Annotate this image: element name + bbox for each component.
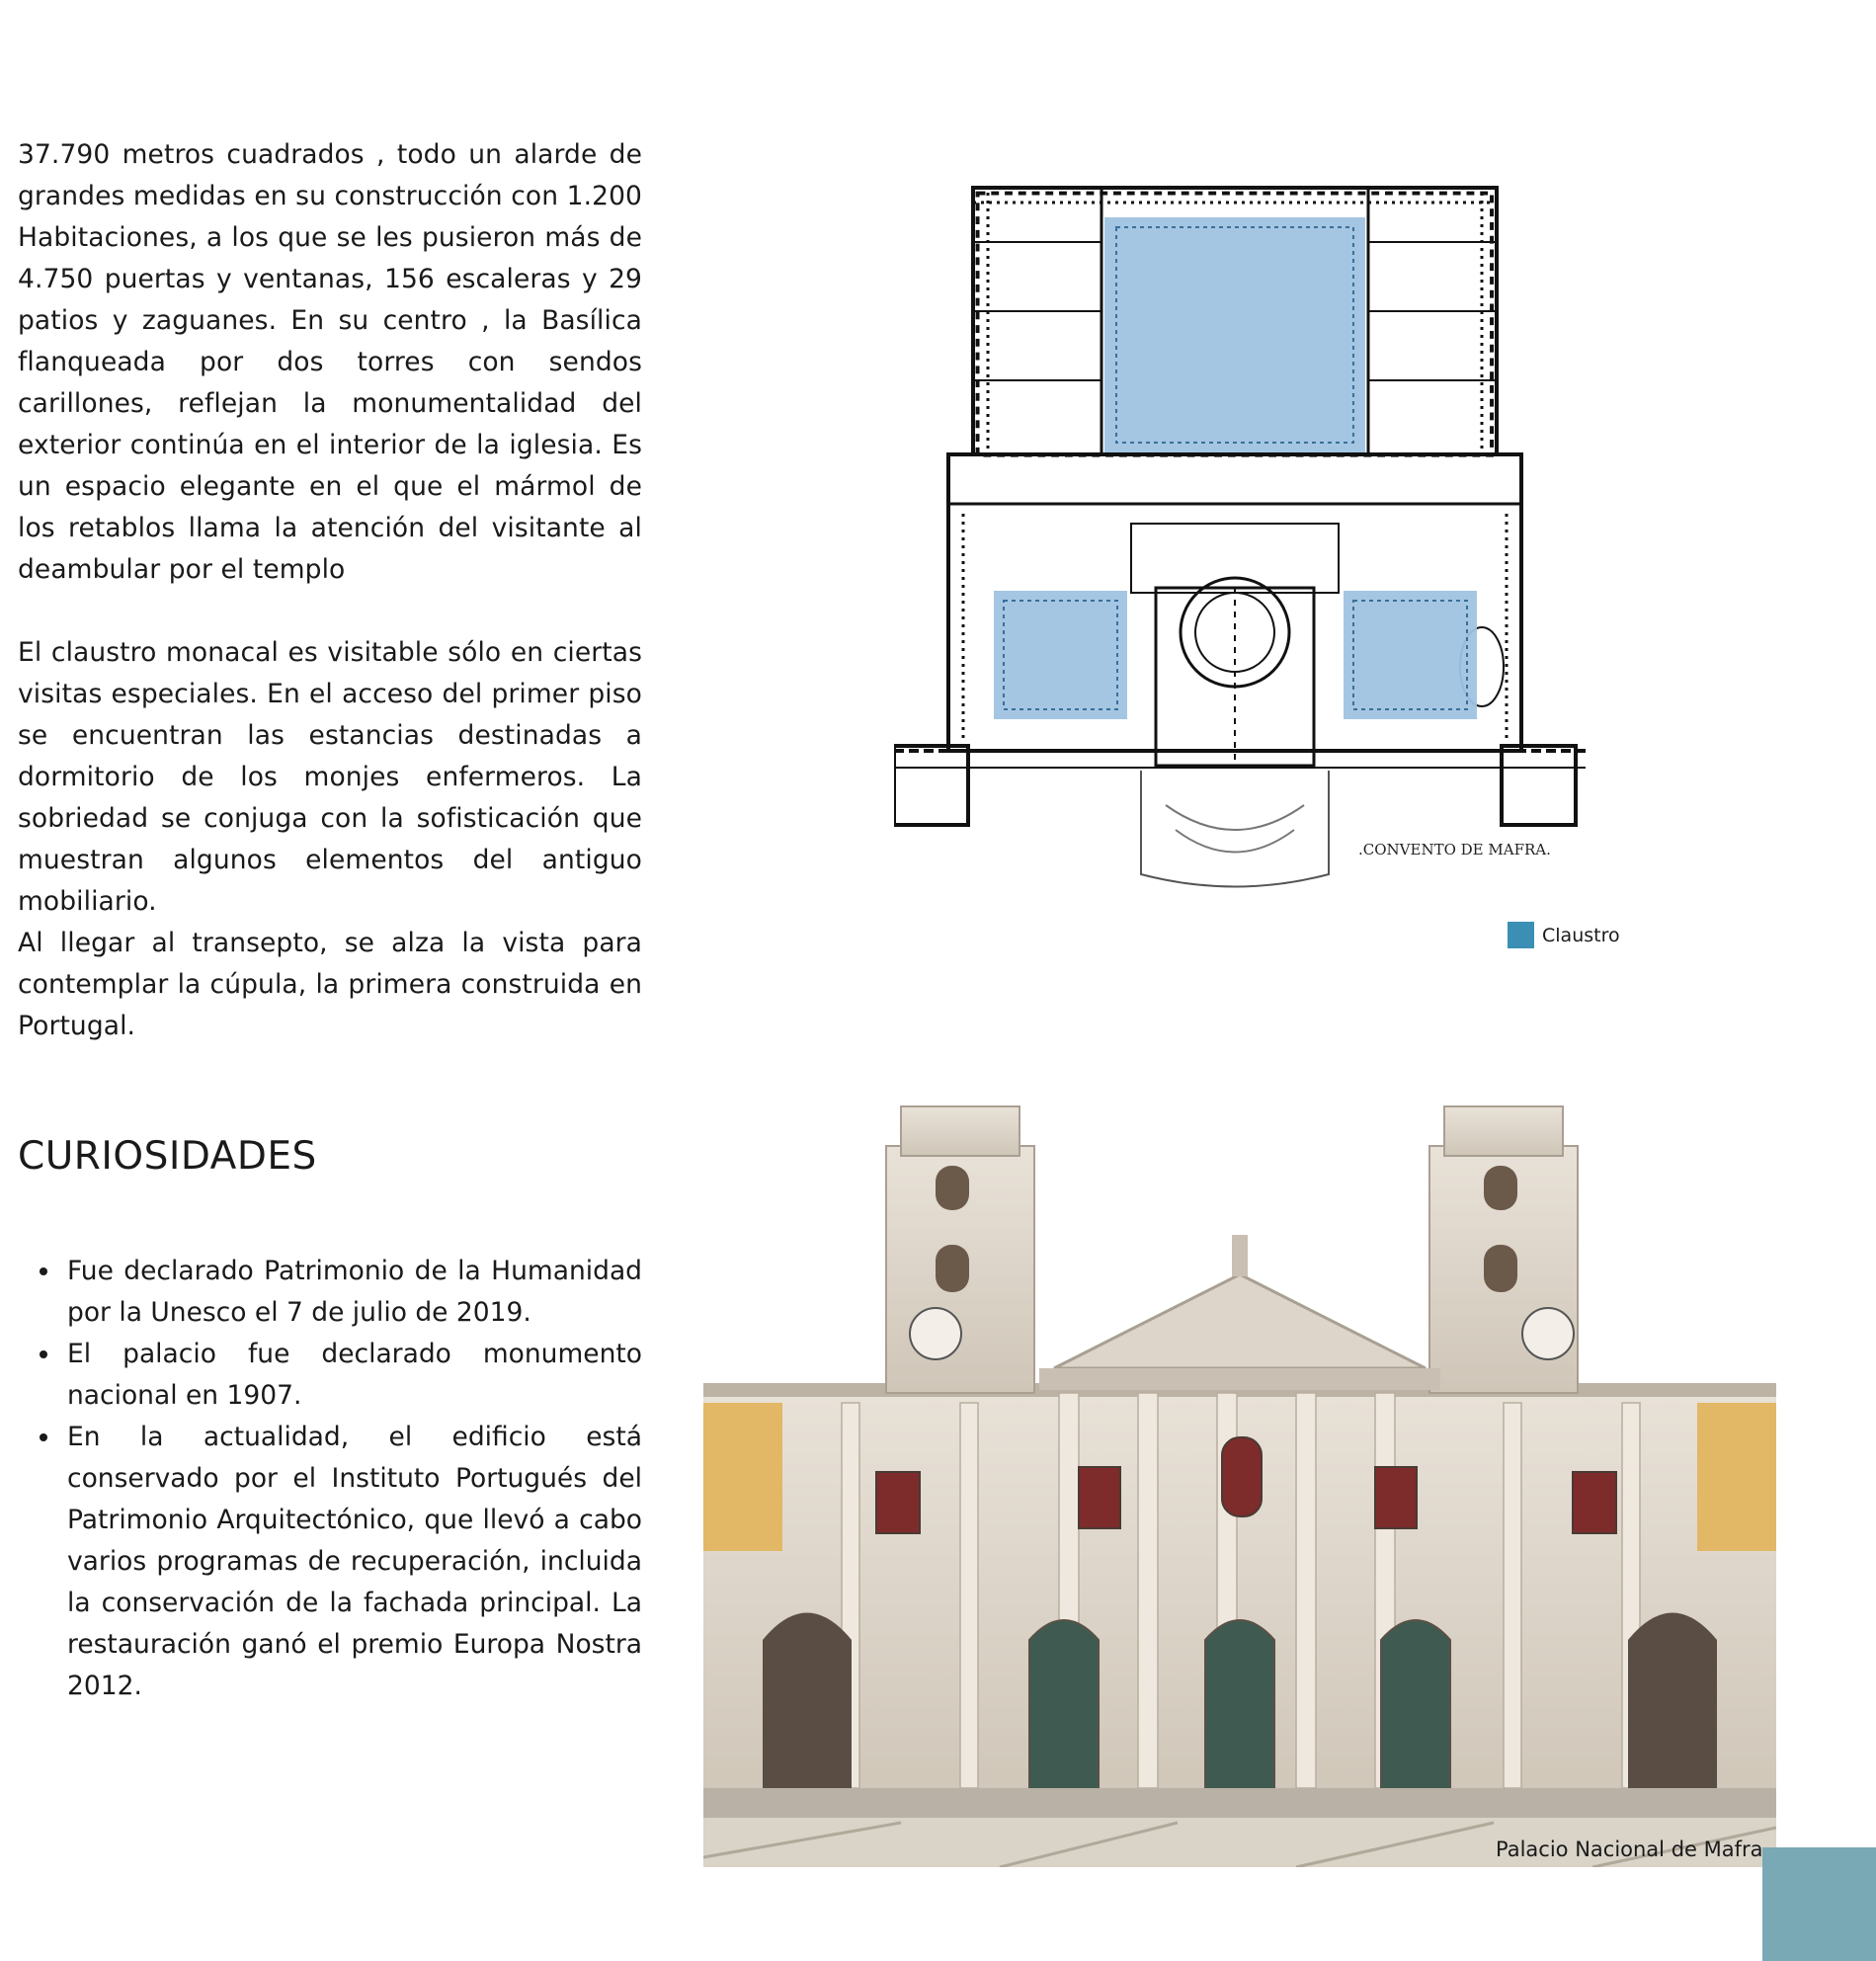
corner-block — [1762, 1847, 1876, 1961]
section-heading: CURIOSIDADES — [18, 1134, 317, 1179]
paragraph-3: Al llegar al transepto, se alza la vista para contemplar la cúpula, la primera construida en Portugal. — [18, 928, 642, 1041]
curiosities-list — [18, 1251, 642, 1707]
paragraph-2: El claustro monacal es visitable sólo en ciertas visitas especiales. En el acceso del primer piso se encuentran las estancias destinadas a dormitorio de los monjes enfermeros. La sobriedad se conjuga con la sofisticación que muestran algunos elementos del antiguo mobiliario. — [18, 637, 642, 917]
plan-legend — [1508, 922, 1620, 948]
palace-facade-photo — [703, 1087, 1776, 1867]
list-item: En la actualidad, el edificio está conservado por el Instituto Portugués del Patrimonio Arquitectónico, que llevó a cabo varios programas de recuperación, incluida la conservación de la fachada principal. La restauración ganó el premio Europa Nostra 2012. — [18, 1417, 642, 1707]
floor-plan-drawing — [894, 163, 1586, 914]
paragraph-1: 37.790 metros cuadrados , todo un alarde de grandes medidas en su construcción con 1.200 Habitaciones, a los que se les pusieron más de 4.750 puertas y ventanas, 156 escaleras y 29 patios y zaguanes. En su centro , la Basílica flanqueada por dos torres con sendos carillones, reflejan la monumentalidad del exterior continúa en el interior de la iglesia. Es un espacio elegante en el que el mármol de los retablos llama la atención del visitante al deambular por el templo — [18, 139, 642, 585]
legend-label: Claustro — [1542, 924, 1620, 946]
legend-swatch — [1508, 922, 1534, 948]
photo-caption: Palacio Nacional de Mafra — [1496, 1838, 1762, 1861]
text-column — [18, 134, 642, 1047]
plan-inscription: .CONVENTO DE MAFRA. — [1358, 841, 1551, 858]
list-item: Fue declarado Patrimonio de la Humanidad por la Unesco el 7 de julio de 2019. — [18, 1251, 642, 1334]
list-item: El palacio fue declarado monumento nacional en 1907. — [18, 1334, 642, 1417]
